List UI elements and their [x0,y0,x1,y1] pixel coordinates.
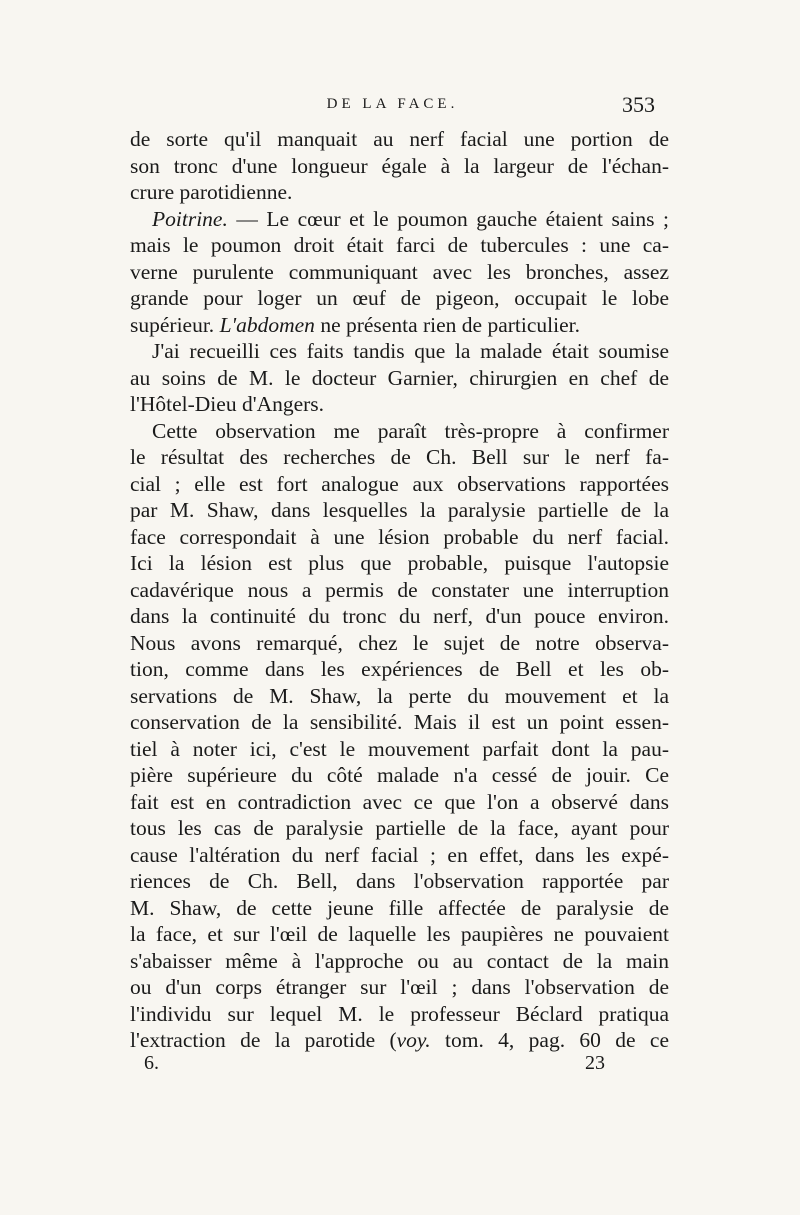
italic-term: L'abdomen [219,312,315,337]
text-line [130,524,669,551]
text-line [130,789,669,816]
text-line [130,683,669,710]
line-text: pière supérieure du côté malade n'a cessé de jouir. Ce [130,763,669,787]
line-text: M. Shaw, de cette jeune fille affectée de paralysie de [130,895,669,920]
text-line [130,736,669,763]
line-text: son tronc d'une longueur égale à la largeur de l'échan- [130,153,669,178]
text-line [130,974,669,1001]
line-text: supérieur. [130,312,220,337]
printer-signature: 6. [144,1052,159,1074]
line-text: mais le poumon droit était farci de tubercules : une ca- [130,233,669,257]
line-text-continued: tom. 4, pag. 60 de ce [430,1028,669,1052]
line-text: tous les cas de paralysie partielle de la face, ayant pour [130,816,669,840]
text-line [130,630,669,657]
line-text: cadavérique nous a permis de constater une interruption [130,577,669,602]
text-line [130,206,669,233]
text-line [130,948,669,975]
text-line [130,656,669,683]
line-text: crure parotidienne. [130,180,293,204]
text-line [130,550,669,577]
line-text: Cette observation me paraît très-propre à confirmer [152,418,669,443]
line-text: Nous avons remarqué, chez le sujet de notre observa- [130,630,669,655]
line-text: l'individu sur lequel M. le professeur Béclard pratiqua [130,1001,669,1026]
text-line [130,921,669,948]
text-line [130,285,669,312]
text-line [130,1001,669,1028]
line-text: tion, comme dans les expériences de Bell et les ob- [130,657,669,681]
text-line [130,153,669,180]
text-line [130,338,669,365]
text-line [130,259,669,286]
text-line [130,868,669,895]
text-line [130,391,669,418]
running-head [130,92,655,124]
line-text: dans la continuité du tronc du nerf, d'un pouce environ. [130,604,669,628]
line-text-continued: ne présenta rien de particulier. [314,312,580,337]
line-text: le résultat des recherches de Ch. Bell sur le nerf fa- [130,445,669,469]
line-text: la face, et sur l'œil de laquelle les paupières ne pouvaient [130,922,669,946]
line-text: ou d'un corps étranger sur l'œil ; dans l'observation de [130,975,669,999]
line-text: grande pour loger un œuf de pigeon, occupait le lobe [130,286,669,310]
text-line [130,603,669,630]
text-line [130,179,669,206]
line-text: l'extraction de la parotide ( [130,1028,397,1052]
line-text: conservation de la sensibilité. Mais il est un point essen- [130,710,669,734]
line-text: au soins de M. le docteur Garnier, chirurgien en chef de [130,365,669,390]
line-text: cial ; elle est fort analogue aux observations rapportées [130,471,669,496]
text-line [130,418,669,445]
line-text: verne purulente communiquant avec les bronches, assez [130,259,669,284]
italic-term: voy. [396,1028,431,1052]
text-line [130,709,669,736]
line-text: tiel à noter ici, c'est le mouvement parfait dont la pau- [130,736,669,761]
text-line [130,471,669,498]
line-text: s'abaisser même à l'approche ou au contact de la main [130,948,669,973]
text-line [130,312,669,339]
line-text: riences de Ch. Bell, dans l'observation rapportée par [130,869,669,893]
text-line [130,1027,669,1054]
line-text: cause l'altération du nerf facial ; en effet, dans les expé- [130,842,669,867]
page-number: 353 [622,92,655,117]
line-text: de sorte qu'il manquait au nerf facial une portion de [130,127,669,151]
running-title: DE LA FACE. [326,96,459,112]
line-text: fait est en contradiction avec ce que l'on a observé dans [130,789,669,814]
italic-term: Poitrine. [152,206,228,231]
signature-number: 23 [585,1052,605,1074]
text-line [130,365,669,392]
line-text: — Le cœur et le poumon gauche étaient sains ; [227,206,669,231]
line-text: Ici la lésion est plus que probable, puisque l'autopsie [130,551,669,575]
text-line [130,895,669,922]
text-line [130,762,669,789]
line-text: face correspondait à une lésion probable du nerf facial. [130,524,669,549]
text-line [130,126,669,153]
text-line [130,444,669,471]
text-line [130,577,669,604]
text-line [130,842,669,869]
line-text: l'Hôtel-Dieu d'Angers. [130,392,325,416]
line-text: servations de M. Shaw, la perte du mouvement et la [130,683,669,708]
line-text: par M. Shaw, dans lesquelles la paralysie partielle de la [130,498,669,522]
text-line [130,815,669,842]
body-text [130,126,669,1054]
text-line [130,497,669,524]
line-text: J'ai recueilli ces faits tandis que la malade était soumise [152,339,669,363]
text-line [130,232,669,259]
